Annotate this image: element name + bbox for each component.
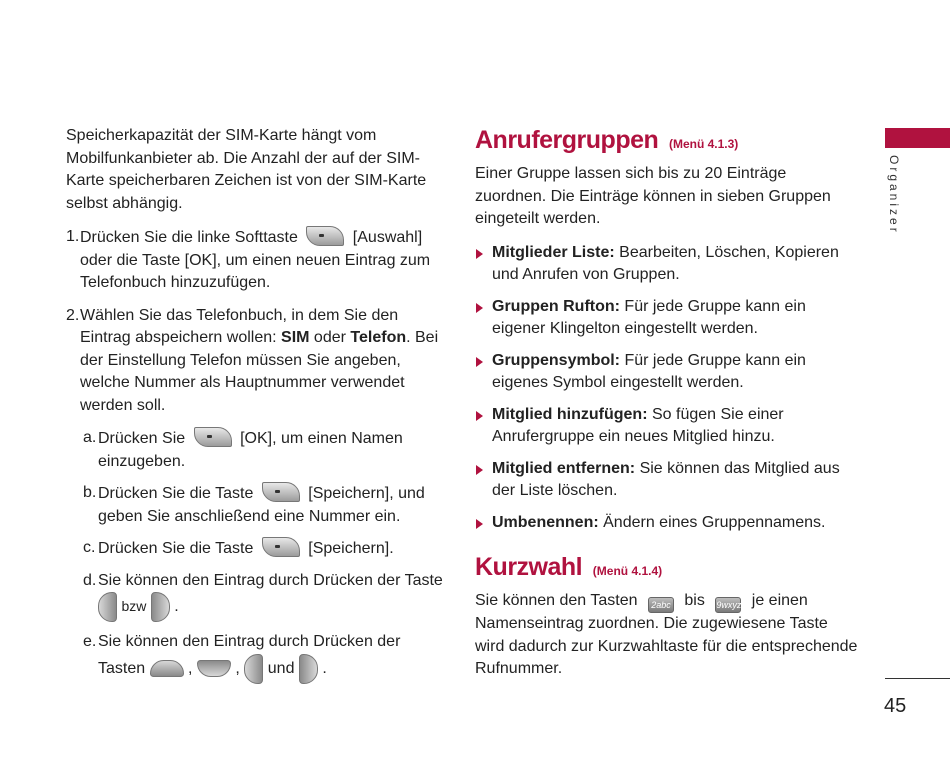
bullet-desc: Sie können das Mitglied aus der Liste löschen.: [492, 459, 840, 499]
period: .: [174, 598, 179, 616]
save-softkey-icon: [262, 537, 300, 557]
substep-text: [OK], um einen Namen einzugeben.: [98, 430, 403, 470]
bullet-desc: Für jede Gruppe kann ein eigener Klingelton eingestellt werden.: [492, 297, 806, 337]
und-label: und: [267, 659, 295, 677]
bullet-item: [475, 512, 860, 535]
paragraph-text: bis: [684, 592, 705, 609]
ok-softkey-icon: [194, 427, 232, 447]
substep-text: Sie können den Eintrag durch Drücken der Taste: [98, 571, 443, 589]
menu-reference: (Menü 4.1.4): [592, 564, 663, 578]
bzw-label: bzw: [121, 598, 147, 615]
intro-paragraph: Speicherkapazität der SIM-Karte hängt vom Mobilfunkanbieter ab. Die Anzahl der auf der SIM-Karte speicherbaren Zeichen ist von der SIM-Karte selbst abhängig.: [66, 127, 427, 212]
substep-letter: c.: [83, 539, 96, 556]
substep-e: [66, 631, 446, 684]
paragraph-text: Sie können den Tasten: [475, 592, 638, 609]
heading-text: Anrufergruppen: [475, 126, 659, 154]
menu-reference: (Menü 4.1.3): [668, 137, 739, 151]
comma: ,: [188, 659, 193, 677]
bullet-desc: So fügen Sie einer Anrufergruppe ein neues Mitglied hinzu.: [492, 405, 784, 445]
comma: ,: [235, 659, 240, 677]
paragraph-text: je einen Namenseintrag zuordnen. Die zugewiesene Taste wird dadurch zur Kurzwahltaste für die entsprechende Rufnummer.: [475, 592, 858, 677]
substep-text: Drücken Sie: [98, 430, 186, 447]
bullet-arrow-icon: [476, 357, 483, 367]
bullet-desc: Ändern eines Gruppennamens.: [603, 513, 826, 531]
substep-text: Drücken Sie die Taste: [98, 540, 254, 557]
telefon-label: Telefon: [350, 329, 407, 346]
bullet-term: Umbenennen:: [492, 513, 599, 531]
right-column: [475, 125, 860, 681]
step-number: 2.: [66, 306, 80, 324]
heading-text: Kurzwahl: [475, 553, 583, 581]
substep-letter: a.: [83, 429, 97, 446]
substep-text: Drücken Sie die Taste: [98, 485, 254, 502]
step-1: [66, 226, 446, 295]
bullet-arrow-icon: [476, 303, 483, 313]
page-number: 45: [884, 695, 907, 717]
step-text: Drücken Sie die linke Softtaste: [80, 229, 298, 246]
substep-letter: d.: [83, 571, 97, 589]
kurzwahl-paragraph: [475, 590, 860, 681]
left-softkey-icon: [306, 226, 344, 246]
nav-right-key-icon: [151, 592, 170, 622]
left-column: [66, 125, 446, 693]
bullet-item: [475, 296, 860, 341]
sim-label: SIM: [281, 329, 310, 346]
nav-right-key-icon: [299, 654, 318, 684]
nav-left-key-icon: [98, 592, 117, 622]
section-heading-anrufergruppen: [475, 125, 860, 159]
substep-d: [66, 570, 446, 623]
bullet-term: Mitglieder Liste:: [492, 243, 615, 261]
key-2-icon: 2abc: [648, 597, 674, 613]
bullet-desc: Bearbeiten, Löschen, Kopieren und Anrufen von Gruppen.: [492, 243, 839, 283]
period: .: [322, 659, 327, 677]
substep-c: [66, 537, 446, 561]
section-heading-kurzwahl: [475, 552, 860, 586]
step-number: 1.: [66, 228, 80, 245]
page-number-rule: [885, 678, 950, 679]
bullet-item: [475, 404, 860, 449]
step-text: [Auswahl] oder die Taste [OK], um einen neuen Eintrag zum Telefonbuch hinzuzufügen.: [80, 229, 431, 291]
step-text: oder: [313, 329, 346, 346]
chapter-tab-marker: [885, 128, 950, 148]
key-9-icon: 9wxyz: [715, 597, 741, 613]
bullet-term: Mitglied entfernen:: [492, 459, 636, 477]
bullet-arrow-icon: [476, 411, 483, 421]
bullet-item: [475, 350, 860, 395]
section-intro: Einer Gruppe lassen sich bis zu 20 Einträge zuordnen. Die Einträge können in sieben Gruppen eingeteilt werden.: [475, 165, 831, 227]
substep-a: [66, 427, 446, 473]
bullet-term: Mitglied hinzufügen:: [492, 405, 648, 423]
bullet-term: Gruppen Rufton:: [492, 297, 620, 315]
substep-text: Sie können den Eintrag durch Drücken der Tasten: [98, 633, 401, 677]
nav-up-key-icon: [150, 660, 184, 677]
step-text: Wählen Sie das Telefonbuch, in dem Sie den Eintrag abspeichern wollen:: [80, 306, 399, 346]
bullet-arrow-icon: [476, 465, 483, 475]
substep-text: [Speichern].: [308, 540, 394, 557]
bullet-item: [475, 242, 860, 287]
bullet-item: [475, 458, 860, 503]
substep-letter: b.: [83, 484, 97, 501]
step-2: [66, 305, 446, 418]
bullet-term: Gruppensymbol:: [492, 351, 621, 369]
nav-left-key-icon: [244, 654, 263, 684]
substep-b: [66, 482, 446, 528]
substep-letter: e.: [83, 633, 97, 650]
bullet-desc: Für jede Gruppe kann ein eigenes Symbol eingestellt werden.: [492, 351, 806, 391]
chapter-tab-label: Organizer: [887, 155, 901, 235]
save-softkey-icon: [262, 482, 300, 502]
bullet-arrow-icon: [476, 519, 483, 529]
bullet-arrow-icon: [476, 249, 483, 259]
step-text: . Bei der Einstellung Telefon müssen Sie angeben, welche Nummer als Hauptnummer verwendet werden soll.: [80, 329, 439, 414]
nav-down-key-icon: [197, 660, 231, 677]
substep-text: [Speichern], und geben Sie anschließend eine Nummer ein.: [98, 485, 425, 525]
